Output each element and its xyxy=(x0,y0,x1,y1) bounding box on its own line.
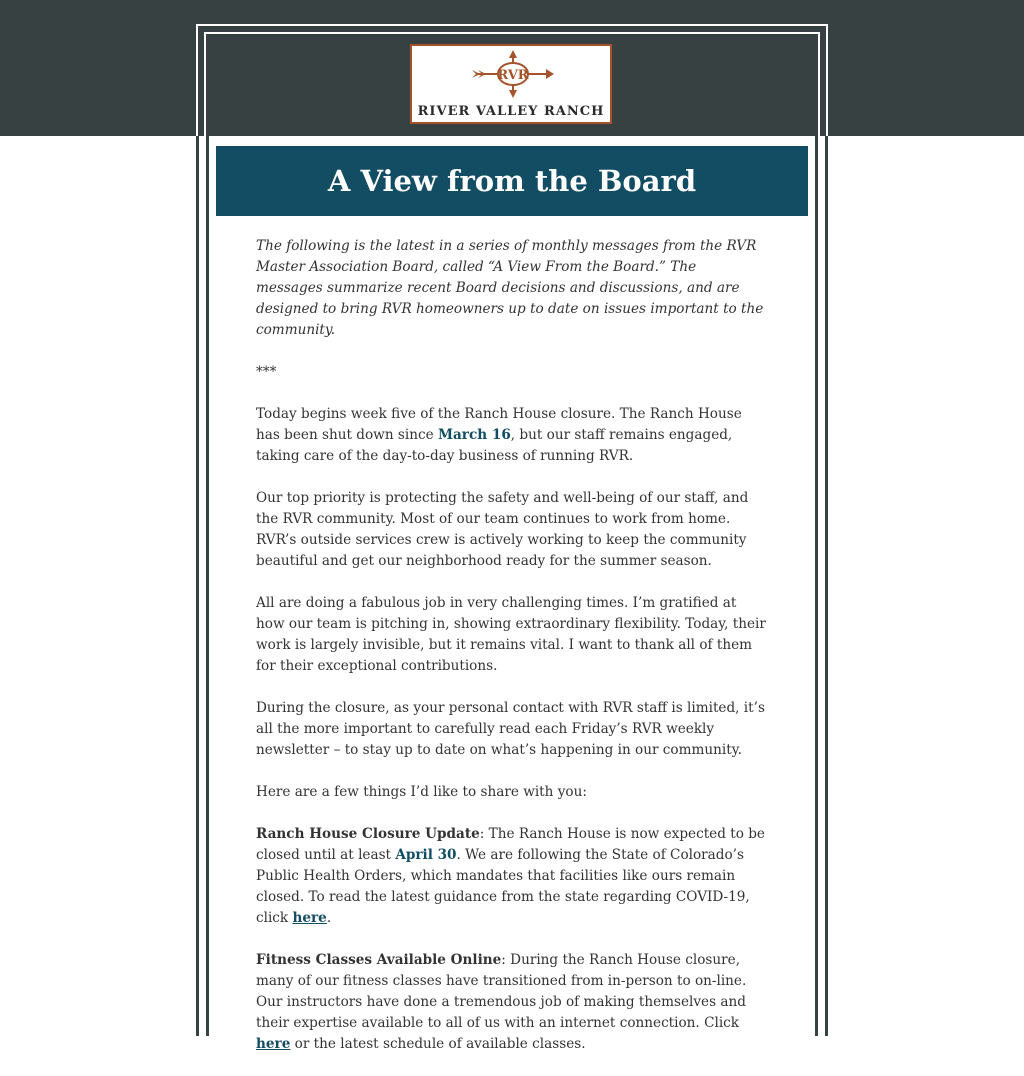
text: : The Ranch House is now expected to be closed until at least xyxy=(256,826,765,863)
article-body xyxy=(256,236,766,1076)
text: or the latest schedule of available classes. xyxy=(290,1036,586,1052)
date-highlight: March 16 xyxy=(437,427,511,443)
text: . We are following the State of Colorado’s Public Health Orders, which mandates that facilities like ours remain closed. To read the latest guidance from the state regarding COVID-19, click xyxy=(256,847,750,926)
text: . xyxy=(326,910,332,926)
frame-rule-right xyxy=(825,136,828,1036)
section-heading: Ranch House Closure Update xyxy=(256,826,480,842)
text: : During the Ranch House closure, many of our fitness classes have transitioned from in-person to on-line. Our instructors have done a tremendous job of making themselves and their expertise available to all of us with an internet connection. Click xyxy=(256,952,747,1031)
section-closure-update xyxy=(256,824,766,929)
section-heading: Fitness Classes Available Online xyxy=(256,952,502,968)
logo-monogram: RVR xyxy=(497,68,529,83)
arrow-compass-icon xyxy=(470,50,556,106)
river-valley-ranch-logo[interactable] xyxy=(410,44,612,124)
logo-wordmark: RIVER VALLEY RANCH xyxy=(417,104,605,119)
page-title: A View from the Board xyxy=(216,146,808,216)
paragraph-share: Here are a few things I’d like to share with you: xyxy=(256,784,587,800)
paragraph-priority: Our top priority is protecting the safety and well-being of our staff, and the RVR community. Most of our team continues to work from home. RVR’s outside services crew is actively working to keep the community beautiful and get our neighborhood ready for the summer season. xyxy=(256,490,749,569)
paragraph-newsletter: During the closure, as your personal contact with RVR staff is limited, it’s all the more important to carefully read each Friday’s RVR weekly newsletter – to stay up to date on what’s happening in our community. xyxy=(256,700,765,758)
intro-paragraph: The following is the latest in a series of monthly messages from the RVR Master Association Board, called “A View From the Board.” The messages summarize recent Board decisions and discussions, and are designed to bring RVR homeowners up to date on issues important to the community. xyxy=(256,238,764,338)
covid-guidance-link[interactable]: here xyxy=(292,910,327,926)
paragraph-closure xyxy=(256,404,766,467)
frame-rule-left xyxy=(196,136,199,1036)
fitness-schedule-link[interactable]: here xyxy=(256,1036,291,1052)
date-highlight: April 30 xyxy=(395,847,457,863)
text: , but our staff remains engaged, taking care of the day-to-day business of running RVR. xyxy=(256,427,733,464)
paragraph-thanks: All are doing a fabulous job in very challenging times. I’m gratified at how our team is pitching in, showing extraordinary flexibility. Today, their work is largely invisible, but it remains vital. I want to thank all of them for their exceptional contributions. xyxy=(256,595,766,674)
section-fitness-classes xyxy=(256,950,766,1055)
text: Today begins week five of the Ranch House closure. The Ranch House has been shut down since xyxy=(256,406,742,443)
separator: *** xyxy=(256,364,277,380)
